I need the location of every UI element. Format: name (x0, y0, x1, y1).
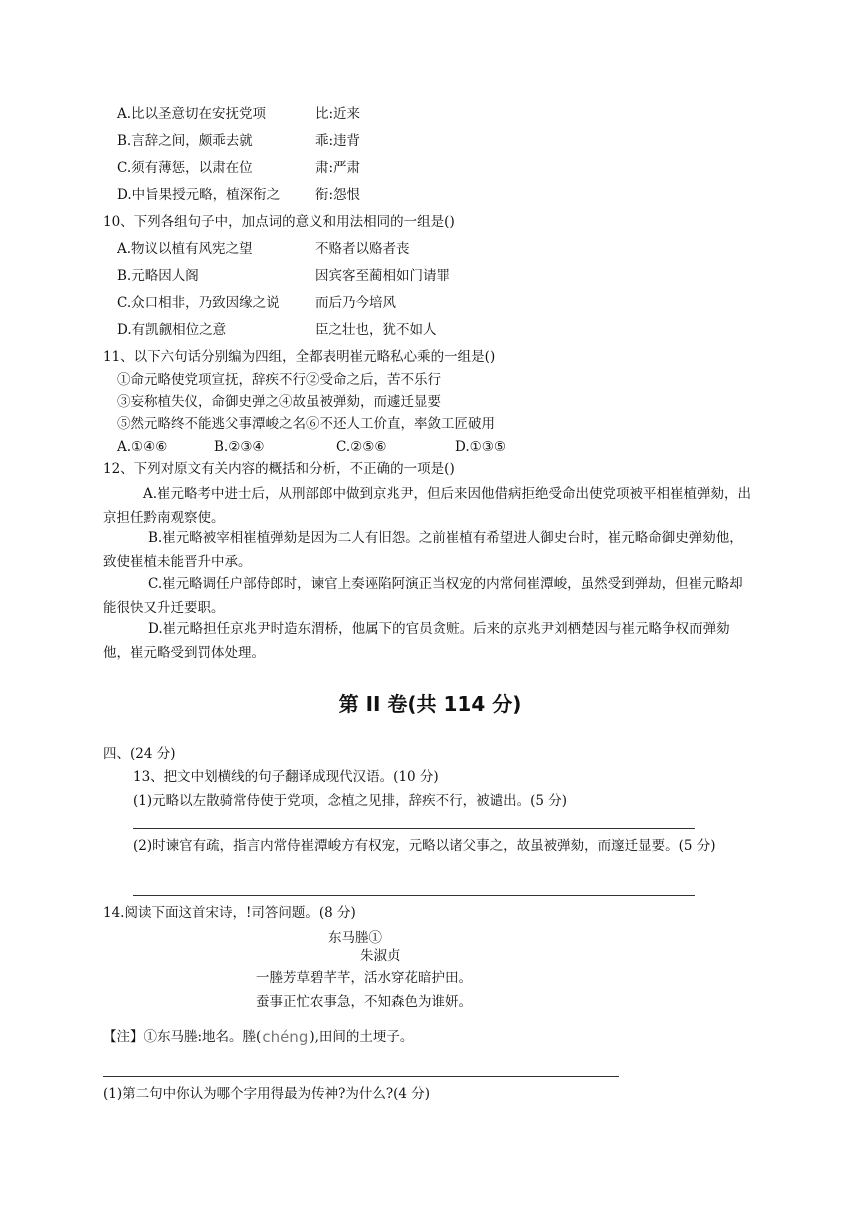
q12-option-c: C.崔元略调任户部侍郎时，谏官上奏诬陷阿演正当权宠的内常伺崔潭峻，虽然受到弹劫，但崔元略却能很快又升迁要职。 (103, 576, 743, 616)
q10-option-c-right: 而后乃今培风 (315, 295, 396, 311)
q11-option-a: A.①④⑥ (117, 439, 168, 455)
q10-option-a-left: A.物议以植有风宪之望 (117, 241, 253, 257)
q13-answer-line-1 (133, 828, 695, 829)
q13-sentence-1: (1)元略以左散骑常侍使于党项，念植之见排，辞疾不行，被谴出。(5 分) (133, 793, 568, 809)
q10-option-a-right: 不赂者以赂者丧 (315, 241, 410, 257)
q12-option-b: B.崔元略被宰相崔植弹劾是因为二人有旧怨。之前崔植有希望进人御史台时，崔元略命御史弹劾他，致使崔植未能晋升中承。 (103, 530, 743, 570)
note-suffix: ),田间的土埂子。 (309, 1029, 414, 1045)
poem-verse-1: 一塍芳草碧芊芊，活水穿花暗护田。 (256, 970, 472, 986)
q9-gloss-a: 比:近来 (315, 106, 361, 122)
q9-option-d: D.中旨果授元略，植深衔之 (117, 187, 281, 203)
q12-option-d: D.崔元略担任京兆尹时造东渭桥，他属下的官员贪赃。后来的京兆尹刘栖楚因与崔元略争权而弹劾他，崔元略受到罚体处理。 (103, 621, 730, 661)
q10-stem: 10、下列各组句子中，加点词的意义和用法相同的一组是() (103, 214, 455, 230)
poem-title: 东马塍① (328, 930, 382, 946)
poem-verse-2: 蚕事正忙农事急，不知森色为谁妍。 (256, 994, 472, 1010)
q11-option-d: D.①③⑤ (455, 439, 506, 455)
q10-option-d-left: D.有凯觎相位之意 (117, 322, 227, 338)
q10-option-c-left: C.众口相非，乃致因缘之说 (117, 295, 280, 311)
q11-statements-2: ③妄称植失仪，命御史弹之④故虽被弹劾，而遽迁显要 (117, 394, 441, 410)
q10-option-d-right: 臣之壮也，犹不如人 (315, 322, 437, 338)
q14-subquestion-1: (1)第二句中你认为哪个字用得最为传神?为什么?(4 分) (103, 1086, 431, 1102)
note-prefix: 【注】①东马塍:地名。塍( (103, 1029, 262, 1045)
q11-stem: 11、以下六句话分别编为四组，全都表明崔元略私心乘的一组是() (103, 349, 496, 365)
q14-stem: 14.阅读下面这首宋诗，!司答问题。(8 分) (103, 905, 356, 921)
q9-option-a: A.比以圣意切在安抚党项 (117, 106, 267, 122)
part4-heading: 四、(24 分) (103, 746, 176, 762)
q11-option-b: B.②③④ (214, 439, 265, 455)
section-title: 第 II 卷(共 114 分) (338, 692, 522, 716)
q9-gloss-d: 衔:怨恨 (315, 187, 361, 203)
q13-sentence-2: (2)时谏官有疏，指言内常侍崔潭峻方有权宠，元略以诸父事之，故虽被弹劾，而邃迁显要。(5 分) (133, 838, 716, 854)
note-rule (103, 1076, 619, 1077)
q12-option-a: A.崔元略考中进士后，从刑部郎中做到京兆尹，但后来因他借病拒绝受命出使党项被平相崔植弹劾，出京担任黔南观察使。 (103, 486, 752, 526)
q13-answer-line-2 (133, 895, 695, 896)
note-pinyin: chéng (262, 1028, 309, 1046)
q13-stem: 13、把文中划横线的句子翻译成现代汉语。(10 分) (133, 769, 439, 785)
q9-gloss-c: 肃:严肃 (315, 160, 361, 176)
q9-option-c: C.须有薄惩，以肃在位 (117, 160, 253, 176)
q10-option-b-left: B.元略因人阁 (117, 268, 199, 284)
q10-option-b-right: 因宾客至蔺相如门请罪 (315, 268, 450, 284)
q11-statements-3: ⑤然元略终不能逃父事潭峻之名⑥不还人工价直，率敛工匠破用 (117, 416, 495, 432)
q11-option-c: C.②⑤⑥ (336, 439, 387, 455)
q9-gloss-b: 乖:违背 (315, 133, 361, 149)
poem-author: 朱淑贞 (360, 948, 401, 964)
q12-stem: 12、下列对原文有关内容的概括和分析，不正确的一项是() (103, 461, 455, 477)
q11-statements-1: ①命元略使党项宣抚，辞疾不行②受命之后，苦不乐行 (117, 372, 441, 388)
poem-note (103, 1027, 413, 1047)
q9-option-b: B.言辞之间，颇乖去就 (117, 133, 253, 149)
